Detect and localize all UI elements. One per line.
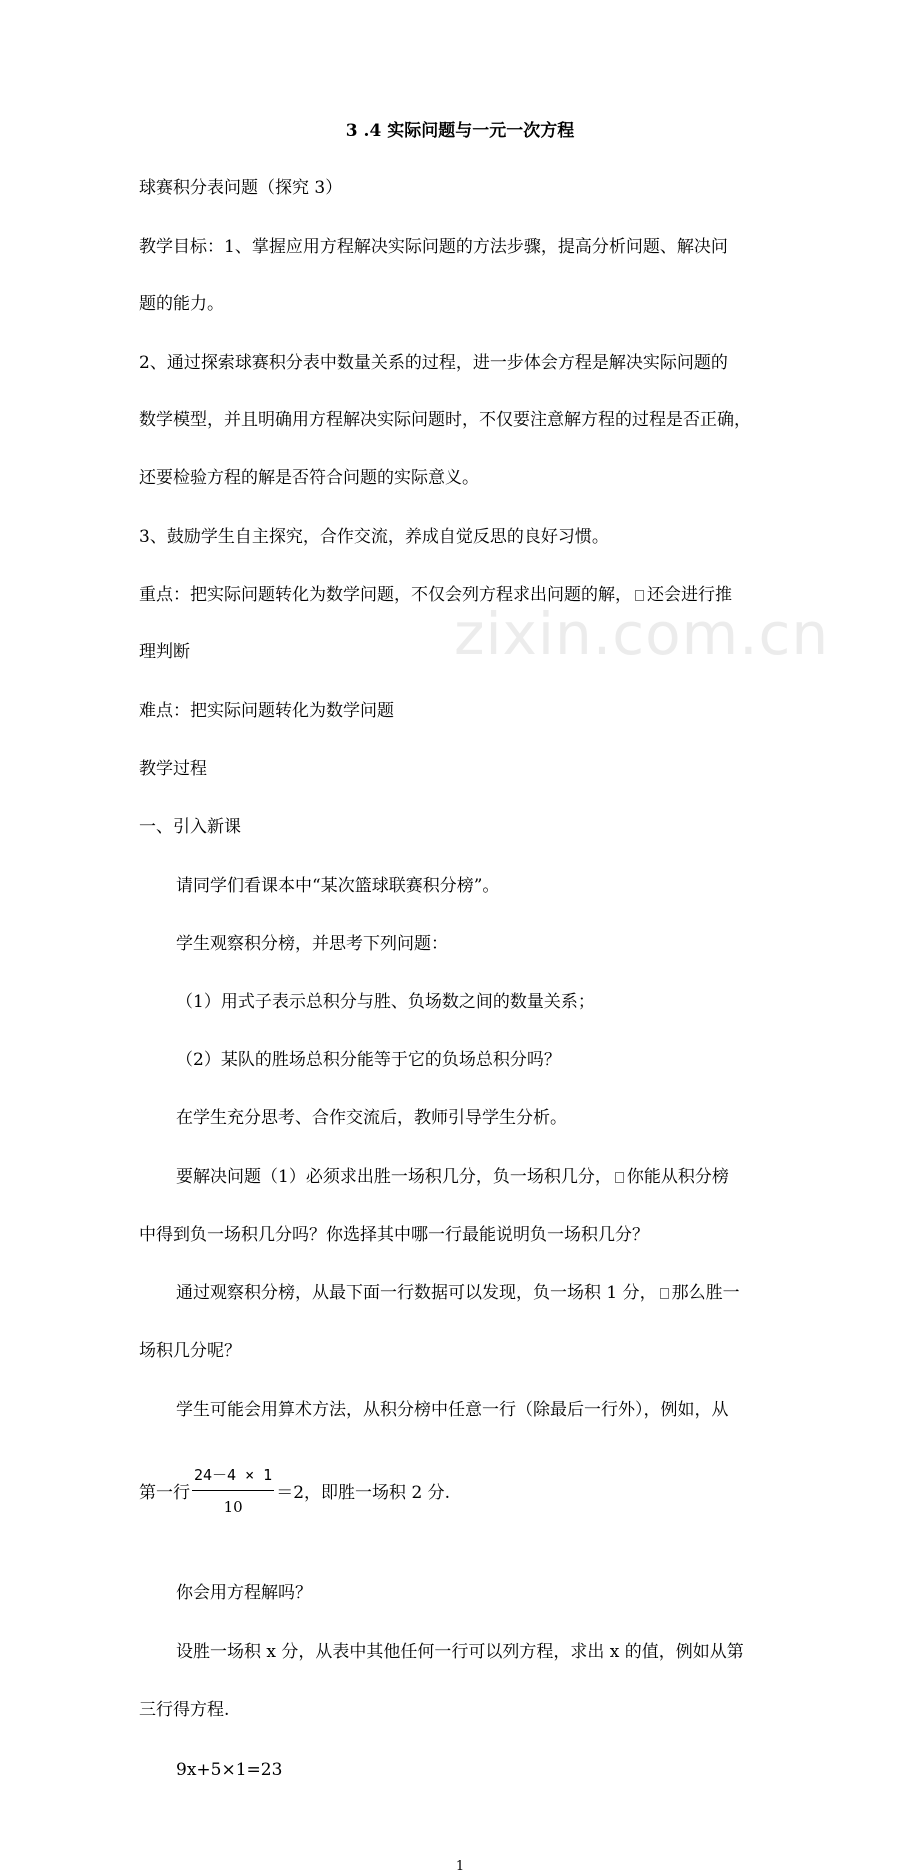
document-title: 3 .4 实际问题与一元一次方程: [345, 121, 575, 141]
objective-1-line-1: 教学目标：1、掌握应用方程解决实际问题的方法步骤，提高分析问题、解决问: [139, 237, 728, 257]
equation: 9x+5×1=23: [176, 1760, 283, 1780]
question-2: （2）某队的胜场总积分能等于它的负场总积分吗？: [176, 1050, 561, 1070]
section-heading: 一、引入新课: [139, 817, 241, 837]
placeholder-box-icon: [615, 1172, 624, 1183]
objective-2-line-3: 还要检验方程的解是否符合问题的实际意义。: [139, 468, 479, 488]
fraction-prefix: 第一行: [139, 1483, 190, 1503]
teaching-process-heading: 教学过程: [139, 759, 207, 779]
paragraph-4-line-1: [176, 1166, 920, 1188]
paragraph-5-line-1: [176, 1282, 920, 1304]
paragraph-5-text-b: 那么胜一: [671, 1283, 740, 1303]
paragraph-4-text-b: 你能从积分榜: [626, 1167, 729, 1187]
difficulty: 难点：把实际问题转化为数学问题: [139, 701, 394, 721]
paragraph-5-line-2: 场积几分呢？: [139, 1341, 241, 1361]
paragraph-3: 在学生充分思考、合作交流后，教师引导学生分析。: [176, 1108, 567, 1128]
key-point-text-a: 重点：把实际问题转化为数学问题，不仅会列方程求出问题的解，: [139, 585, 632, 605]
question-1: （1）用式子表示总积分与胜、负场数之间的数量关系；: [176, 992, 595, 1012]
placeholder-box-icon: [660, 1288, 669, 1299]
fraction-line: [139, 1464, 920, 1518]
placeholder-box-icon: [635, 590, 644, 601]
objective-2-line-1: 2、通过探索球赛积分表中数量关系的过程，进一步体会方程是解决实际问题的: [139, 353, 728, 373]
paragraph-6-line-1: 学生可能会用算术方法，从积分榜中任意一行（除最后一行外），例如，从: [176, 1400, 729, 1420]
fraction-suffix: ＝2，即胜一场积 2 分.: [276, 1483, 451, 1503]
paragraph-5-text-a: 通过观察积分榜，从最下面一行数据可以发现，负一场积 1 分，: [176, 1283, 657, 1303]
paragraph-7: 你会用方程解吗？: [176, 1583, 312, 1603]
fraction: [192, 1464, 274, 1518]
paragraph-8-line-1: 设胜一场积 x 分，从表中其他任何一行可以列方程，求出 x 的值，例如从第: [176, 1642, 744, 1662]
paragraph-1: 请同学们看课本中“某次篮球联赛积分榜”。: [176, 876, 500, 896]
page-number: 1: [455, 1859, 465, 1874]
key-point-text-b: 还会进行推: [647, 585, 732, 605]
watermark: zixin.com.cn: [454, 600, 830, 668]
fraction-denominator: 10: [223, 1498, 243, 1516]
paragraph-4-line-2: 中得到负一场积几分吗？你选择其中哪一行最能说明负一场积几分？: [139, 1225, 649, 1245]
paragraph-8-line-2: 三行得方程.: [139, 1700, 230, 1720]
key-point-line-1: [139, 584, 920, 606]
objective-3: 3、鼓励学生自主探究，合作交流，养成自觉反思的良好习惯。: [139, 527, 609, 547]
subtitle: 球赛积分表问题（探究 3）: [139, 178, 343, 198]
objective-2-line-2: 数学模型，并且明确用方程解决实际问题时，不仅要注意解方程的过程是否正确，: [139, 410, 751, 430]
key-point-line-2: 理判断: [139, 642, 190, 662]
fraction-numerator: 24－4 × 1: [192, 1464, 274, 1491]
paragraph-4-text-a: 要解决问题（1）必须求出胜一场积几分，负一场积几分，: [176, 1167, 612, 1187]
objective-1-line-2: 题的能力。: [139, 294, 224, 314]
paragraph-2: 学生观察积分榜，并思考下列问题：: [176, 934, 448, 954]
